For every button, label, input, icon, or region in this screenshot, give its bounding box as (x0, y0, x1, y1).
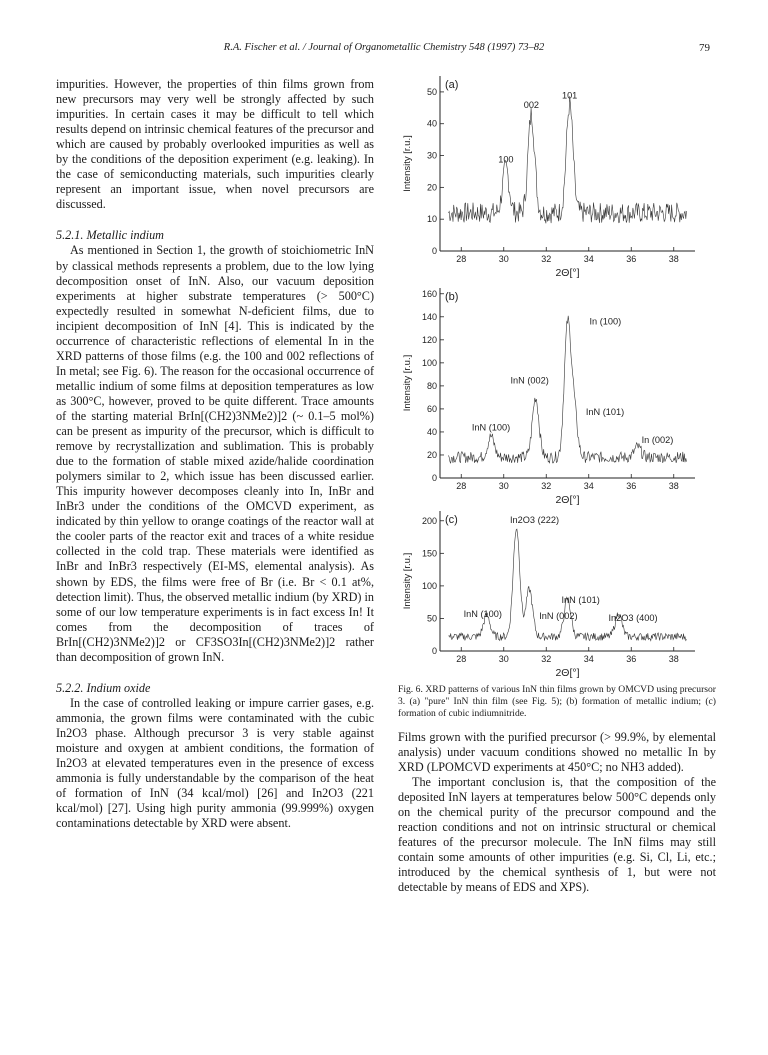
y-tick-label: 0 (431, 646, 437, 656)
x-axis-label: 2Θ[°] (555, 667, 580, 678)
y-tick-label: 50 (426, 86, 437, 97)
x-tick-label: 28 (456, 654, 467, 664)
peak-label: In2O3 (400) (608, 613, 658, 624)
xrd-panel (402, 288, 695, 506)
running-title: R.A. Fischer et al. / Journal of Organometallic Chemistry 548 (1997) 73–82 (223, 42, 545, 53)
x-tick-label: 34 (583, 654, 594, 664)
y-tick-label: 20 (426, 449, 437, 460)
x-axis-label: 2Θ[°] (555, 494, 580, 506)
y-tick-label: 30 (426, 150, 437, 161)
peak-label: 101 (561, 90, 578, 101)
y-tick-label: 150 (421, 548, 437, 559)
x-tick-label: 38 (668, 254, 679, 264)
paragraph: As mentioned in Section 1, the growth of stoichiometric InN by classical methods represents a problem, due to the low lying decomposition onset of InN. Also, our vacuum deposition experiments at higher substrate temperatures (> 500°C) expectedly resulted in somewhat N-deficient films, due to incipient decomposition of InN [4]. This is indicated by the occurrence of characteristic reflections of elemental In in the XRD patterns of those films (e.g. the 100 and 002 reflections of In metal; see Fig. 6). The reason for the occasional occurrence of metallic indium of some films at deposition temperatures as low as 300°C, however, proved to be quite different. Trace amounts of the starting material BrIn[(CH2)3NMe2)]2 (~ 0.1–5 mol%) can be present as impurity of the precursor, which is difficult to remove by recrystallization and sublimation. This is probably due to the formation of stable mixed azide/halide coordination polymers similar to 2, which issue has been discussed earlier. This impurity however decomposes cleanly into In, InBr and InBr3 under the conditions of the OMCVD experiment, as indicated by thin yellow to orange coatings of the reactor wall at the cooler parts of the reactor exit and traces of a white residue collected in the cold trap. These materials were identified as InBr and InBr3 respectively (EI-MS, elemental analysis). As shown by EDS, the films were free of Br (i.e. Br < 0.1 at%, detection limit). Thus, the observed metallic indium (by XRD) in some of our low temperature experiments is in fact excess In! It comes from the decomposition of traces of BrIn[(CH2)3NMe2)]2 or CF3SO3In[(CH2)3NMe2)]2 rather than decomposition of grown InN. (56, 243, 374, 664)
peak-label: InN (100) (471, 422, 511, 433)
peak-label: In (100) (589, 316, 622, 327)
x-tick-label: 32 (541, 254, 552, 264)
page-number: 79 (699, 42, 710, 54)
y-tick-label: 120 (421, 334, 437, 345)
x-axis-label: 2Θ[°] (555, 267, 580, 279)
x-tick-label: 32 (541, 481, 552, 491)
xrd-figure (392, 66, 722, 678)
y-tick-label: 60 (426, 403, 437, 414)
y-tick-label: 50 (426, 613, 437, 624)
y-tick-label: 10 (426, 214, 437, 225)
y-axis-label: Intensity [r.u.] (402, 552, 413, 610)
x-tick-label: 38 (668, 481, 679, 491)
x-tick-label: 30 (498, 254, 509, 264)
panel-label: (a) (445, 79, 459, 91)
section-heading: 5.2.2. Indium oxide (56, 680, 151, 695)
x-tick-label: 30 (498, 654, 509, 664)
x-tick-label: 36 (626, 481, 637, 491)
y-tick-label: 0 (431, 473, 437, 483)
peak-label: InN (002) (539, 611, 578, 622)
x-tick-label: 34 (583, 481, 594, 491)
figure-caption: Fig. 6. XRD patterns of various InN thin films grown by OMCVD using precursor 3. (a) "pure" InN thin film (see Fig. 5); (b) formation of metallic indium; (c) formation of cubic indiumnitride. (398, 684, 716, 719)
x-tick-label: 36 (626, 254, 637, 264)
paragraph: Films grown with the purified precursor (> 99.9%, by elemental analysis) under vacuum conditions showed no metallic In by XRD (LPOMCVD experiments at 450°C; no NH3 added). (398, 730, 716, 775)
xrd-trace (449, 96, 687, 223)
peak-label: In (002) (641, 434, 674, 445)
y-tick-label: 80 (426, 380, 437, 391)
y-tick-label: 100 (421, 357, 437, 368)
xrd-trace (449, 529, 687, 641)
x-tick-label: 28 (456, 481, 467, 491)
y-tick-label: 20 (426, 182, 437, 193)
y-axis-label: Intensity [r.u.] (402, 135, 413, 192)
left-column (56, 77, 374, 831)
xrd-charts (392, 66, 722, 678)
y-tick-label: 100 (421, 580, 437, 591)
x-tick-label: 32 (541, 654, 552, 664)
peak-label: InN (101) (561, 594, 600, 605)
y-tick-label: 160 (421, 288, 437, 299)
xrd-panel (402, 76, 695, 279)
xrd-panel (402, 511, 695, 678)
y-tick-label: 0 (431, 246, 437, 256)
peak-label: In2O3 (222) (509, 514, 560, 525)
peak-label: 002 (523, 100, 540, 111)
right-column (398, 730, 716, 896)
peak-label: InN (002) (510, 375, 549, 386)
peak-label: InN (101) (585, 406, 625, 417)
x-tick-label: 28 (456, 254, 467, 264)
running-header (0, 42, 768, 58)
paragraph: impurities. However, the properties of thin films grown from new precursors may very well be strongly affected by such impurities. In certain cases it may be difficult to tell which results depend on intrinsic chemical features of the precursor and which are caused by probably overlooked impurities as well as by the conditions of the deposition experiment (e.g. leaking). In the case of semiconducting materials, such impurities clearly represent an important issue, when novel precursors are discussed. (56, 77, 374, 212)
peak-label: InN (100) (463, 609, 502, 620)
y-tick-label: 40 (426, 118, 437, 129)
y-tick-label: 140 (421, 311, 437, 322)
x-tick-label: 34 (583, 254, 594, 264)
y-tick-label: 40 (426, 426, 437, 437)
x-tick-label: 30 (498, 481, 509, 491)
x-tick-label: 38 (668, 654, 679, 664)
section-heading: 5.2.1. Metallic indium (56, 228, 164, 243)
panel-label: (c) (445, 514, 458, 526)
y-tick-label: 200 (421, 515, 437, 526)
y-axis-label: Intensity [r.u.] (402, 354, 413, 412)
peak-label: 100 (498, 154, 514, 165)
panel-label: (b) (445, 291, 459, 303)
paragraph: The important conclusion is, that the composition of the deposited InN layers at temperatures below 500°C depends only on the chemical purity of the precursor compound and the reaction conditions and not on intrinsic structural or chemical features of the precursor molecule. The InN films may still contain some amounts of other impurities (e.g. Si, Cl, Li, etc.; introduced by the chemical synthesis of 1, but were not detectable by means of EDS and XPS). (398, 775, 716, 895)
x-tick-label: 36 (626, 654, 637, 664)
paragraph: In the case of controlled leaking or impure carrier gases, e.g. ammonia, the grown films were contaminated with the cubic In2O3 phase. Although precursor 3 is very stable against moisture and oxygen at ambient conditions, the formation of In2O3 at elevated temperatures even in the presence of excess ammonia is fully understandable by the comparison of the heat of formation of InN (34 kcal/mol) [26] and In2O3 (221 kcal/mol) [27]. Using high purity ammonia (99.999%) oxygen contaminations detectable by XRD were absent. (56, 695, 374, 831)
